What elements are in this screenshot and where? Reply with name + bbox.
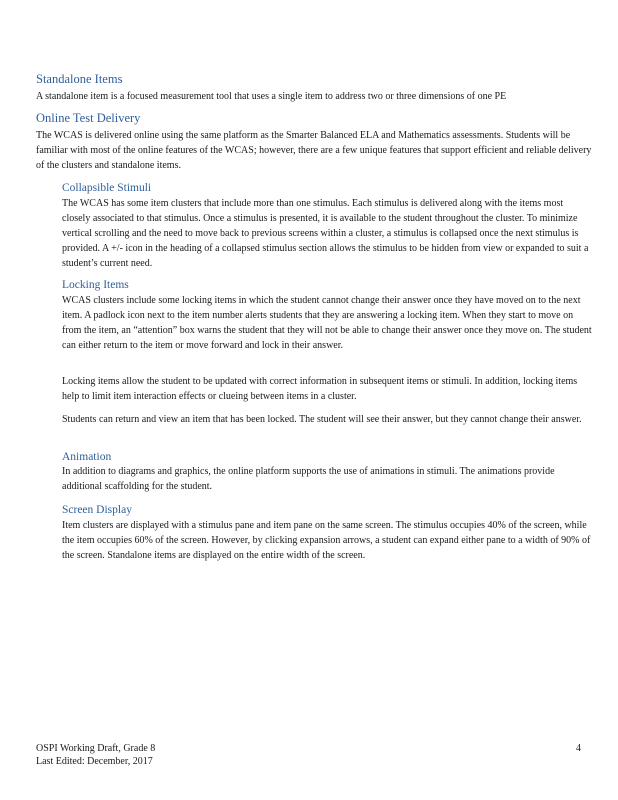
collapsible-stimuli-heading: Collapsible Stimuli [62, 182, 152, 194]
locking-items-paragraph-1: WCAS clusters include some locking items in which the student cannot change their answer once they have moved on to the next item. A padlock icon next to the item number alerts students that they are answering a locking item. When they start to move on from the item, an “attention” box warns the student that they will not be able to change their answer once they move on. The student can either return to the item or move forward and lock in their answer. [62, 295, 592, 351]
online-test-delivery-paragraph: The WCAS is delivered online using the same platform as the Smarter Balanced ELA and Mathematics assessments. Students will be familiar with most of the online features of the WCAS; however, there are a few unique features that support efficient and reliable delivery of the clusters and standalone items. [36, 130, 592, 171]
animation-paragraph: In addition to diagrams and graphics, the online platform supports the use of animations in stimuli. The animations provide additional scaffolding for the student. [62, 466, 555, 492]
locking-items-paragraph-2: Locking items allow the student to be updated with correct information in subsequent items or stimuli. In addition, locking items help to limit item interaction effects or clueing between items in a cluster. [62, 376, 578, 402]
footer-draft-label: OSPI Working Draft, Grade 8 [36, 743, 156, 754]
standalone-items-paragraph: A standalone item is a focused measurement tool that uses a single item to address two or three dimensions of one PE [36, 91, 507, 102]
locking-items-paragraph-3: Students can return and view an item that has been locked. The student will see their answer, but they cannot change their answer. [62, 414, 582, 425]
standalone-items-heading: Standalone Items [36, 72, 123, 86]
screen-display-heading: Screen Display [62, 504, 132, 516]
page-number: 4 [576, 743, 581, 754]
screen-display-paragraph: Item clusters are displayed with a stimulus pane and item pane on the same screen. The stimulus occupies 40% of the screen, while the item occupies 60% of the screen. However, by clicking expansion arrows, a student can expand either pane to a width of 90% of the screen. Standalone items are displayed on the entire width of the screen. [62, 520, 591, 561]
page-footer [36, 742, 155, 768]
collapsible-stimuli-paragraph: The WCAS has some item clusters that include more than one stimulus. Each stimulus is delivered along with the items most closely associated to that stimulus. Once a stimulus is presented, it is available to the student throughout the cluster. To minimize vertical scrolling and the need to move back to previous screens within a cluster, a stimulus is collapsed once the next stimulus is provided. A +/- icon in the heading of a collapsed stimulus section allows the stimulus to be hidden from view or expanded to suit a student’s current need. [62, 198, 589, 269]
footer-last-edited: Last Edited: December, 2017 [36, 756, 153, 767]
animation-heading: Animation [62, 451, 112, 463]
locking-items-heading: Locking Items [62, 279, 129, 291]
online-test-delivery-heading: Online Test Delivery [36, 111, 141, 125]
